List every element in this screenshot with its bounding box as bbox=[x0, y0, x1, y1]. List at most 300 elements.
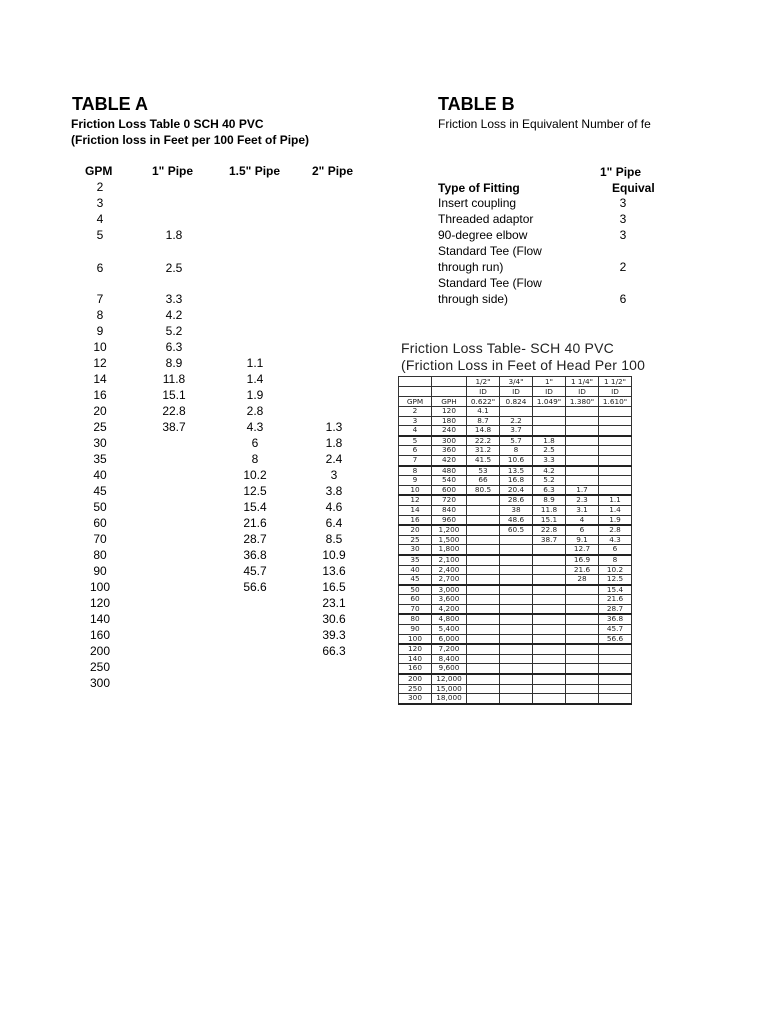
scan-cell bbox=[533, 644, 566, 654]
scan-cell: 6 bbox=[566, 525, 599, 535]
table-a-value-cell: 36.8 bbox=[243, 548, 267, 562]
scan-table bbox=[398, 376, 632, 705]
scan-cell bbox=[500, 545, 533, 555]
scan-cell: 10.6 bbox=[500, 455, 533, 465]
scan-cell: 100 bbox=[399, 634, 432, 644]
table-a-value-cell: 8.5 bbox=[325, 532, 343, 546]
scan-cell bbox=[500, 595, 533, 605]
scan-cell bbox=[467, 664, 500, 674]
table-b-row-label: Standard Tee (Flow bbox=[438, 244, 542, 258]
table-a-value-cell: 66.3 bbox=[322, 644, 346, 658]
table-a-value-cell: 6 bbox=[251, 436, 259, 450]
table-a-heading: TABLE A bbox=[72, 94, 148, 114]
scan-cell bbox=[533, 407, 566, 417]
scan-cell: 200 bbox=[399, 674, 432, 684]
scan-cell: 10.2 bbox=[599, 565, 632, 575]
scan-cell bbox=[566, 654, 599, 664]
scan-title: Friction Loss Table- SCH 40 PVC bbox=[401, 340, 614, 356]
table-a-gpm-cell: 300 bbox=[89, 676, 111, 690]
table-a-gpm-cell: 200 bbox=[89, 644, 111, 658]
scan-cell: 25 bbox=[399, 535, 432, 545]
scan-header-cell bbox=[432, 377, 467, 387]
table-a-value-cell: 22.8 bbox=[162, 404, 186, 418]
scan-cell: 120 bbox=[399, 644, 432, 654]
table-a-gpm-cell: 40 bbox=[93, 468, 107, 482]
scanned-friction-loss-table bbox=[398, 336, 654, 766]
scan-row bbox=[399, 664, 632, 674]
scan-cell: 50 bbox=[399, 585, 432, 595]
scan-cell: 14.8 bbox=[467, 426, 500, 436]
table-a-header-2in: 2" Pipe bbox=[312, 164, 354, 178]
scan-cell: 6 bbox=[399, 446, 432, 456]
scan-row bbox=[399, 466, 632, 476]
scan-cell: 4 bbox=[399, 426, 432, 436]
scan-cell bbox=[566, 634, 599, 644]
scan-cell: 8 bbox=[500, 446, 533, 456]
scan-header-cell bbox=[399, 387, 432, 397]
scan-cell bbox=[599, 446, 632, 456]
scan-header-cell: ID bbox=[467, 387, 500, 397]
scan-cell bbox=[500, 555, 533, 565]
scan-cell: 28.7 bbox=[599, 604, 632, 614]
table-a-gpm-cell: 5 bbox=[96, 228, 104, 242]
scan-cell: 38 bbox=[500, 505, 533, 515]
scan-cell: 160 bbox=[399, 664, 432, 674]
scan-header-cell: 0.824 bbox=[500, 397, 533, 407]
scan-cell: 9,600 bbox=[432, 664, 467, 674]
scan-cell: 3.1 bbox=[566, 505, 599, 515]
scan-cell: 7,200 bbox=[432, 644, 467, 654]
table-b-col-header-2: Equival bbox=[612, 181, 655, 195]
scan-cell: 2,100 bbox=[432, 555, 467, 565]
scan-cell bbox=[599, 644, 632, 654]
scan-cell: 720 bbox=[432, 495, 467, 505]
scan-header-cell: ID bbox=[566, 387, 599, 397]
table-a-value-cell: 23.1 bbox=[322, 596, 346, 610]
scan-row bbox=[399, 644, 632, 654]
scan-cell: 240 bbox=[432, 426, 467, 436]
table-a-gpm-cell: 100 bbox=[89, 580, 111, 594]
scan-cell bbox=[566, 426, 599, 436]
scan-cell bbox=[533, 416, 566, 426]
scan-header-cell: 1.380" bbox=[566, 397, 599, 407]
table-a-value-cell: 3.8 bbox=[325, 484, 343, 498]
scan-cell bbox=[533, 625, 566, 635]
scan-cell bbox=[533, 575, 566, 585]
scan-cell: 16 bbox=[399, 515, 432, 525]
scan-header-cell: ID bbox=[533, 387, 566, 397]
table-a-value-cell: 4.6 bbox=[325, 500, 343, 514]
table-a-value-cell: 10.2 bbox=[243, 468, 267, 482]
table-b-heading: TABLE B bbox=[438, 94, 515, 114]
table-a-gpm-cell: 10 bbox=[93, 340, 107, 354]
scan-cell: 3,600 bbox=[432, 595, 467, 605]
scan-cell bbox=[467, 545, 500, 555]
table-a-value-cell: 2.4 bbox=[325, 452, 343, 466]
scan-row bbox=[399, 455, 632, 465]
scan-cell: 3 bbox=[399, 416, 432, 426]
scan-cell bbox=[500, 625, 533, 635]
scan-cell: 48.6 bbox=[500, 515, 533, 525]
scan-cell: 60 bbox=[399, 595, 432, 605]
scan-cell bbox=[500, 634, 533, 644]
scan-cell bbox=[599, 466, 632, 476]
scan-cell: 45 bbox=[399, 575, 432, 585]
scan-row bbox=[399, 515, 632, 525]
scan-cell: 180 bbox=[432, 416, 467, 426]
scan-cell bbox=[500, 684, 533, 694]
table-a-header-gpm: GPM bbox=[85, 164, 113, 178]
table-b-row-header: Type of Fitting bbox=[438, 181, 520, 195]
scan-header-cell bbox=[432, 387, 467, 397]
table-a-value-cell: 28.7 bbox=[243, 532, 267, 546]
scan-cell bbox=[533, 664, 566, 674]
table-a-gpm-cell: 250 bbox=[89, 660, 111, 674]
scan-cell bbox=[467, 694, 500, 704]
table-a-value-cell: 8.9 bbox=[165, 356, 183, 370]
table-a-gpm-cell: 20 bbox=[93, 404, 107, 418]
scan-cell: 2,700 bbox=[432, 575, 467, 585]
scan-cell: 14 bbox=[399, 505, 432, 515]
scan-cell: 7 bbox=[399, 455, 432, 465]
table-a-value-cell: 3.3 bbox=[165, 292, 183, 306]
scan-cell: 20.4 bbox=[500, 485, 533, 495]
scan-cell: 480 bbox=[432, 466, 467, 476]
table-a-gpm-cell: 3 bbox=[96, 196, 104, 210]
scan-cell: 420 bbox=[432, 455, 467, 465]
scan-cell bbox=[566, 674, 599, 684]
scan-cell: 5 bbox=[399, 436, 432, 446]
scan-cell: 30 bbox=[399, 545, 432, 555]
table-a-gpm-cell: 70 bbox=[93, 532, 107, 546]
scan-cell: 5.7 bbox=[500, 436, 533, 446]
scan-cell bbox=[599, 485, 632, 495]
scan-cell bbox=[566, 416, 599, 426]
scan-cell bbox=[467, 595, 500, 605]
scan-row bbox=[399, 407, 632, 417]
table-a-subtitle-2: (Friction loss in Feet per 100 Feet of Pipe) bbox=[71, 133, 310, 147]
scan-cell bbox=[467, 525, 500, 535]
scan-cell: 31.2 bbox=[467, 446, 500, 456]
table-a-gpm-cell: 9 bbox=[96, 324, 104, 338]
scan-header-cell: ID bbox=[599, 387, 632, 397]
scan-cell bbox=[500, 585, 533, 595]
table-b-row-value: 3 bbox=[619, 212, 627, 226]
table-a-gpm-cell: 160 bbox=[89, 628, 111, 642]
scan-cell bbox=[500, 535, 533, 545]
table-b-row-value: 3 bbox=[619, 228, 627, 242]
scan-cell bbox=[566, 446, 599, 456]
scan-cell bbox=[467, 625, 500, 635]
scan-cell bbox=[566, 407, 599, 417]
scan-cell bbox=[533, 604, 566, 614]
scan-row bbox=[399, 595, 632, 605]
table-a-gpm-cell: 35 bbox=[93, 452, 107, 466]
scan-cell: 36.8 bbox=[599, 614, 632, 624]
table-a-value-cell: 38.7 bbox=[162, 420, 186, 434]
scan-cell bbox=[467, 515, 500, 525]
scan-cell bbox=[500, 565, 533, 575]
scan-row bbox=[399, 436, 632, 446]
scan-cell: 35 bbox=[399, 555, 432, 565]
scan-cell bbox=[599, 684, 632, 694]
scan-cell bbox=[566, 585, 599, 595]
scan-cell: 1,500 bbox=[432, 535, 467, 545]
scan-cell bbox=[566, 604, 599, 614]
scan-cell: 840 bbox=[432, 505, 467, 515]
scan-header-cell: 3/4" bbox=[500, 377, 533, 387]
scan-cell: 300 bbox=[399, 694, 432, 704]
table-a-gpm-cell: 80 bbox=[93, 548, 107, 562]
scan-cell: 1.9 bbox=[599, 515, 632, 525]
scan-cell bbox=[566, 436, 599, 446]
scan-row bbox=[399, 625, 632, 635]
table-a-gpm-cell: 7 bbox=[96, 292, 104, 306]
scan-cell bbox=[467, 575, 500, 585]
scan-cell: 300 bbox=[432, 436, 467, 446]
scan-cell bbox=[566, 466, 599, 476]
scan-cell: 1,200 bbox=[432, 525, 467, 535]
scan-cell: 360 bbox=[432, 446, 467, 456]
scan-cell bbox=[467, 674, 500, 684]
scan-cell: 1.7 bbox=[566, 485, 599, 495]
scan-cell: 540 bbox=[432, 476, 467, 486]
table-a-gpm-cell: 25 bbox=[93, 420, 107, 434]
scan-cell bbox=[599, 436, 632, 446]
table-a-value-cell: 21.6 bbox=[243, 516, 267, 530]
scan-cell bbox=[566, 684, 599, 694]
table-a-value-cell: 39.3 bbox=[322, 628, 346, 642]
table-a-value-cell: 1.8 bbox=[325, 436, 343, 450]
table-a-value-cell: 45.7 bbox=[243, 564, 267, 578]
table-a-value-cell: 12.5 bbox=[243, 484, 267, 498]
scan-cell bbox=[533, 555, 566, 565]
scan-row bbox=[399, 545, 632, 555]
scan-cell bbox=[566, 644, 599, 654]
scan-cell bbox=[467, 654, 500, 664]
scan-cell: 6,000 bbox=[432, 634, 467, 644]
table-a-value-cell: 2.8 bbox=[246, 404, 264, 418]
scan-cell bbox=[500, 644, 533, 654]
table-b-row-label: Standard Tee (Flow bbox=[438, 276, 542, 290]
scan-cell: 2 bbox=[399, 407, 432, 417]
table-a-value-cell: 10.9 bbox=[322, 548, 346, 562]
scan-cell: 3.3 bbox=[533, 455, 566, 465]
scan-cell: 2.3 bbox=[566, 495, 599, 505]
scan-cell: 12.7 bbox=[566, 545, 599, 555]
scan-cell: 4.2 bbox=[533, 466, 566, 476]
scan-cell bbox=[599, 674, 632, 684]
scan-cell: 66 bbox=[467, 476, 500, 486]
scan-cell bbox=[599, 407, 632, 417]
scan-cell bbox=[500, 604, 533, 614]
scan-row bbox=[399, 565, 632, 575]
scan-cell: 15.4 bbox=[599, 585, 632, 595]
scan-row bbox=[399, 614, 632, 624]
scan-cell: 9.1 bbox=[566, 535, 599, 545]
scan-row bbox=[399, 634, 632, 644]
table-b-col-header-1: 1" Pipe bbox=[600, 165, 642, 179]
scan-cell: 4 bbox=[566, 515, 599, 525]
scan-cell bbox=[467, 565, 500, 575]
scan-cell bbox=[599, 455, 632, 465]
scan-cell: 9 bbox=[399, 476, 432, 486]
scan-cell: 60.5 bbox=[500, 525, 533, 535]
scan-cell: 53 bbox=[467, 466, 500, 476]
scan-cell: 40 bbox=[399, 565, 432, 575]
scan-row bbox=[399, 485, 632, 495]
table-a-value-cell: 5.2 bbox=[165, 324, 183, 338]
scan-cell bbox=[467, 604, 500, 614]
table-b-row-value: 2 bbox=[619, 260, 627, 274]
scan-cell: 1.4 bbox=[599, 505, 632, 515]
scan-header-row bbox=[399, 387, 632, 397]
scan-cell: 21.6 bbox=[566, 565, 599, 575]
scan-cell bbox=[533, 674, 566, 684]
scan-cell: 2.5 bbox=[533, 446, 566, 456]
scan-row bbox=[399, 426, 632, 436]
table-a-value-cell: 16.5 bbox=[322, 580, 346, 594]
scan-cell bbox=[599, 664, 632, 674]
table-a-value-cell: 3 bbox=[330, 468, 338, 482]
table-a-value-cell: 15.4 bbox=[243, 500, 267, 514]
scan-cell: 80 bbox=[399, 614, 432, 624]
table-a-value-cell: 1.8 bbox=[165, 228, 183, 242]
table-a-header-1in: 1" Pipe bbox=[152, 164, 194, 178]
scan-cell bbox=[533, 585, 566, 595]
scan-cell: 6 bbox=[599, 545, 632, 555]
table-a-gpm-cell: 12 bbox=[93, 356, 107, 370]
scan-cell: 80.5 bbox=[467, 485, 500, 495]
table-a-gpm-cell: 14 bbox=[93, 372, 107, 386]
scan-subtitle: (Friction Loss in Feet of Head Per 100 bbox=[401, 357, 646, 373]
scan-cell bbox=[566, 595, 599, 605]
scan-row bbox=[399, 684, 632, 694]
scan-cell: 90 bbox=[399, 625, 432, 635]
table-b-row-label: 90-degree elbow bbox=[438, 228, 528, 242]
scan-row bbox=[399, 674, 632, 684]
scan-cell: 4.3 bbox=[599, 535, 632, 545]
scan-header-cell: 1 1/4" bbox=[566, 377, 599, 387]
scan-row bbox=[399, 525, 632, 535]
table-a-gpm-cell: 6 bbox=[96, 261, 104, 275]
scan-cell bbox=[533, 634, 566, 644]
scan-cell: 600 bbox=[432, 485, 467, 495]
table-b-row-value: 6 bbox=[619, 292, 627, 306]
scan-cell: 13.5 bbox=[500, 466, 533, 476]
scan-cell bbox=[533, 684, 566, 694]
scan-cell bbox=[467, 495, 500, 505]
table-a-value-cell: 6.3 bbox=[165, 340, 183, 354]
table-a-value-cell: 4.2 bbox=[165, 308, 183, 322]
scan-cell: 12.5 bbox=[599, 575, 632, 585]
scan-row bbox=[399, 495, 632, 505]
scan-cell bbox=[467, 614, 500, 624]
scan-cell: 2,400 bbox=[432, 565, 467, 575]
scan-cell bbox=[467, 644, 500, 654]
table-a-value-cell: 6.4 bbox=[325, 516, 343, 530]
table-b-subtitle: Friction Loss in Equivalent Number of fe bbox=[438, 117, 651, 131]
scan-cell: 10 bbox=[399, 485, 432, 495]
table-b-row-label-cont: through run) bbox=[438, 260, 504, 274]
scan-cell: 12 bbox=[399, 495, 432, 505]
scan-cell: 8 bbox=[399, 466, 432, 476]
scan-cell: 11.8 bbox=[533, 505, 566, 515]
scan-cell: 15.1 bbox=[533, 515, 566, 525]
scan-cell bbox=[500, 575, 533, 585]
scan-header-cell bbox=[399, 377, 432, 387]
scan-header-cell: GPM bbox=[399, 397, 432, 407]
scan-cell bbox=[599, 654, 632, 664]
scan-cell bbox=[500, 614, 533, 624]
scan-cell bbox=[566, 614, 599, 624]
scan-cell: 4,800 bbox=[432, 614, 467, 624]
table-a-value-cell: 30.6 bbox=[322, 612, 346, 626]
scan-cell bbox=[533, 426, 566, 436]
scan-cell bbox=[533, 694, 566, 704]
scan-cell bbox=[566, 694, 599, 704]
scan-cell bbox=[500, 407, 533, 417]
scan-header-row bbox=[399, 377, 632, 387]
scan-row bbox=[399, 575, 632, 585]
scan-cell: 8.7 bbox=[467, 416, 500, 426]
scan-cell bbox=[566, 455, 599, 465]
scan-cell: 56.6 bbox=[599, 634, 632, 644]
scan-cell: 22.2 bbox=[467, 436, 500, 446]
table-a-value-cell: 8 bbox=[251, 452, 259, 466]
scan-cell bbox=[566, 664, 599, 674]
scan-cell: 8.9 bbox=[533, 495, 566, 505]
table-b-row-label-cont: through side) bbox=[438, 292, 509, 306]
scan-row bbox=[399, 604, 632, 614]
scan-cell: 5,400 bbox=[432, 625, 467, 635]
scan-cell bbox=[467, 634, 500, 644]
scan-header-cell: GPH bbox=[432, 397, 467, 407]
scan-cell bbox=[533, 614, 566, 624]
scan-cell bbox=[500, 654, 533, 664]
scan-cell: 41.5 bbox=[467, 455, 500, 465]
table-a-value-cell: 13.6 bbox=[322, 564, 346, 578]
table-a-gpm-cell: 90 bbox=[93, 564, 107, 578]
scan-cell bbox=[533, 654, 566, 664]
scan-cell: 16.8 bbox=[500, 476, 533, 486]
scan-cell bbox=[500, 664, 533, 674]
scan-cell: 18,000 bbox=[432, 694, 467, 704]
scan-row bbox=[399, 694, 632, 704]
table-a-value-cell: 4.3 bbox=[246, 420, 264, 434]
scan-grid bbox=[398, 376, 632, 705]
scan-cell: 3,000 bbox=[432, 585, 467, 595]
scan-cell: 28.6 bbox=[500, 495, 533, 505]
scan-cell bbox=[500, 694, 533, 704]
table-a-header-1-5in: 1.5" Pipe bbox=[229, 164, 281, 178]
scan-cell: 120 bbox=[432, 407, 467, 417]
scan-cell bbox=[467, 585, 500, 595]
scan-header-cell: 1.049" bbox=[533, 397, 566, 407]
table-a-gpm-cell: 120 bbox=[89, 596, 111, 610]
scan-row bbox=[399, 535, 632, 545]
table-a-subtitle-1: Friction Loss Table 0 SCH 40 PVC bbox=[71, 117, 264, 131]
scan-cell: 2.2 bbox=[500, 416, 533, 426]
table-a-gpm-cell: 140 bbox=[89, 612, 111, 626]
table-a-value-cell: 11.8 bbox=[162, 372, 186, 386]
table-a-gpm-cell: 16 bbox=[93, 388, 107, 402]
scan-cell: 1.1 bbox=[599, 495, 632, 505]
scan-cell: 15,000 bbox=[432, 684, 467, 694]
scan-row bbox=[399, 585, 632, 595]
scan-cell: 4.1 bbox=[467, 407, 500, 417]
scan-cell bbox=[566, 476, 599, 486]
